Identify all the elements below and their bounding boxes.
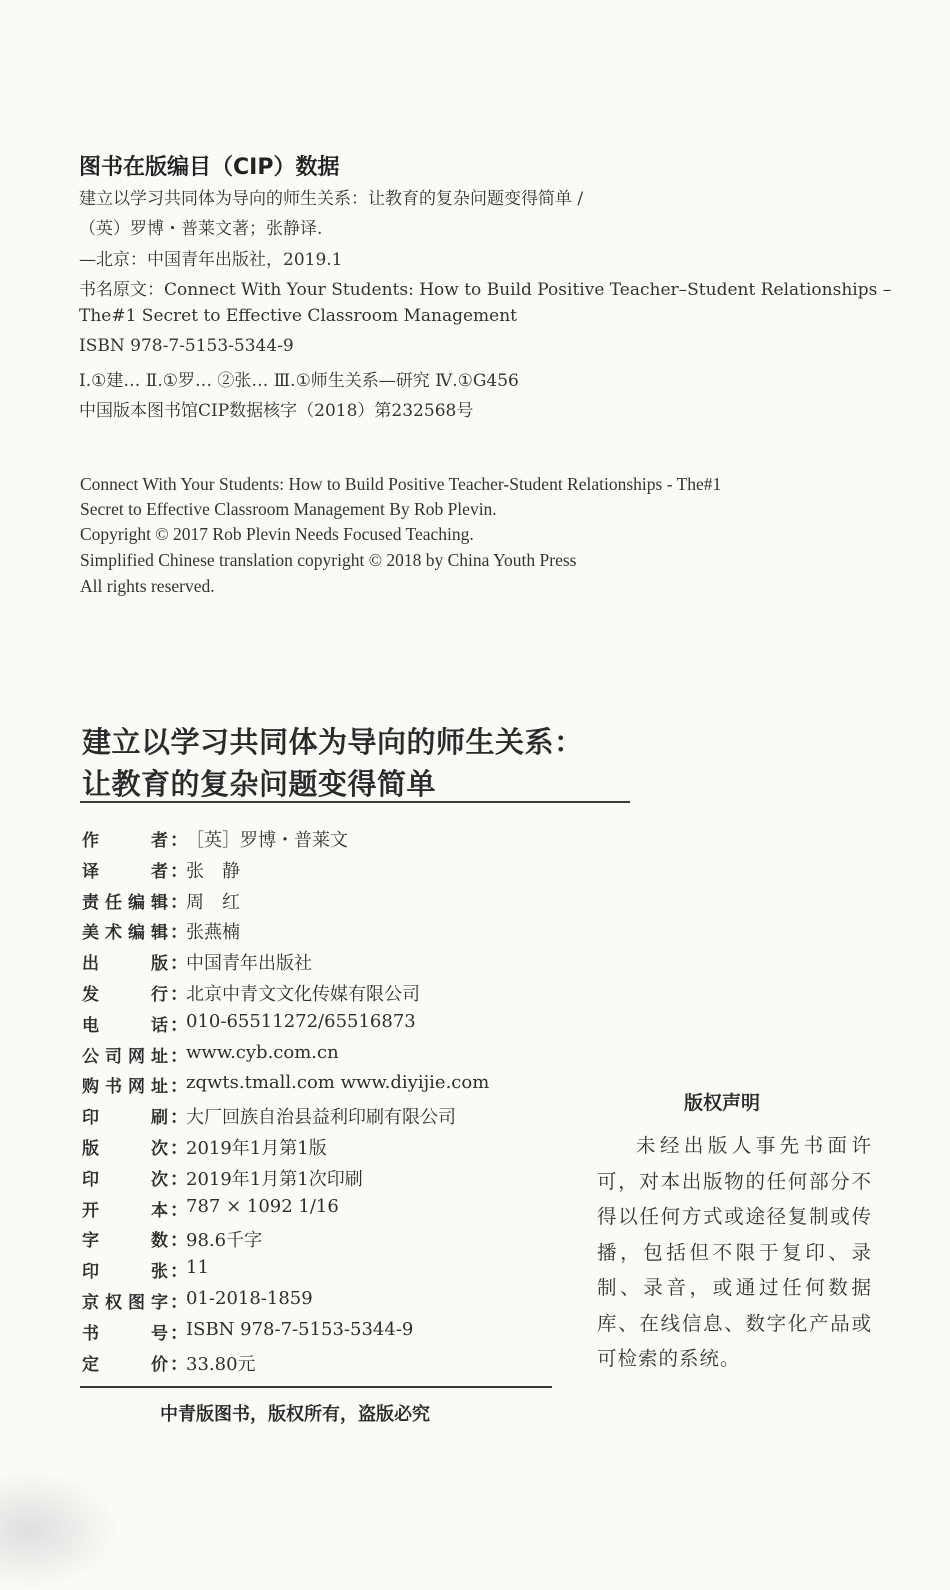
imprint-divider bbox=[80, 1386, 552, 1388]
imprint-label-char: 印 bbox=[82, 1262, 99, 1283]
english-copyright-line: Connect With Your Students: How to Build Positive Teacher-Student Relationships - The#1 bbox=[80, 474, 722, 494]
imprint-row bbox=[82, 1288, 562, 1312]
imprint-colon: ： bbox=[170, 1138, 188, 1159]
imprint-label-char: 印 bbox=[82, 1169, 99, 1190]
copyright-statement-title: 版权声明 bbox=[684, 1092, 761, 1114]
imprint-label-char: 美 bbox=[82, 923, 99, 944]
cip-line: 书名原文：Connect With Your Students: How to Build Positive Teacher–Student Relationships – bbox=[79, 280, 892, 300]
imprint-label-char: 书 bbox=[105, 1077, 122, 1098]
imprint-row bbox=[82, 1319, 562, 1343]
imprint-label-char: 网 bbox=[128, 1077, 145, 1098]
imprint-label bbox=[82, 826, 168, 851]
imprint-label-char: 字 bbox=[82, 1231, 99, 1252]
imprint-label-char: 印 bbox=[82, 1108, 99, 1129]
imprint-value: 98.6千字 bbox=[186, 1230, 263, 1252]
imprint-colon: ： bbox=[170, 891, 188, 913]
imprint-label bbox=[82, 918, 168, 943]
imprint-label-char: 刷 bbox=[151, 1108, 168, 1129]
english-copyright-line: Copyright © 2017 Rob Plevin Needs Focused Teaching. bbox=[80, 524, 474, 544]
imprint-label bbox=[82, 949, 168, 974]
imprint-label-char: 出 bbox=[82, 954, 99, 975]
english-copyright-line: Secret to Effective Classroom Management By Rob Plevin. bbox=[80, 499, 497, 519]
imprint-label bbox=[82, 1257, 168, 1282]
imprint-label-char: 版 bbox=[82, 1139, 99, 1159]
cip-line: （英）罗博・普莱文著；张静译. bbox=[79, 219, 323, 239]
imprint-label bbox=[82, 1103, 168, 1128]
imprint-label bbox=[82, 1072, 168, 1097]
imprint-label bbox=[82, 980, 168, 1005]
imprint-label bbox=[82, 1226, 168, 1251]
imprint-colon: ： bbox=[170, 984, 188, 1005]
imprint-row bbox=[82, 949, 562, 973]
cip-heading: 图书在版编目（CIP）数据 bbox=[79, 155, 340, 180]
imprint-value: 张燕楠 bbox=[186, 922, 240, 944]
cip-line: The#1 Secret to Effective Classroom Management bbox=[79, 306, 518, 326]
imprint-value: 中国青年出版社 bbox=[186, 953, 312, 975]
imprint-label-char: 号 bbox=[151, 1323, 168, 1344]
imprint-label-char: 书 bbox=[82, 1323, 99, 1344]
imprint-label-char: 电 bbox=[82, 1015, 99, 1036]
imprint-label-char: 编 bbox=[128, 892, 145, 913]
imprint-row bbox=[82, 1350, 562, 1374]
imprint-row bbox=[82, 918, 562, 942]
imprint-value: 北京中青文文化传媒有限公司 bbox=[186, 984, 420, 1005]
imprint-value: ISBN 978-7-5153-5344-9 bbox=[186, 1318, 414, 1340]
imprint-label-char: 京 bbox=[82, 1293, 99, 1313]
imprint-label bbox=[82, 1042, 168, 1067]
imprint-value: www.cyb.com.cn bbox=[186, 1041, 339, 1063]
english-copyright-line: Simplified Chinese translation copyright © 2018 by China Youth Press bbox=[80, 550, 577, 570]
title-divider bbox=[80, 801, 630, 803]
imprint-colon: ： bbox=[170, 860, 188, 882]
imprint-label bbox=[82, 1319, 168, 1344]
imprint-label-char: 版 bbox=[151, 954, 168, 975]
imprint-colon: ： bbox=[170, 1322, 188, 1344]
imprint-colon: ： bbox=[170, 1014, 188, 1036]
imprint-row bbox=[82, 1165, 562, 1189]
cip-line: Ⅰ.①建… Ⅱ.①罗… ②张… Ⅲ.①师生关系—研究 Ⅳ.①G456 bbox=[79, 371, 519, 391]
imprint-label bbox=[82, 1165, 168, 1190]
imprint-label-char: 发 bbox=[82, 985, 99, 1005]
imprint-label-char: 任 bbox=[105, 892, 122, 913]
imprint-label-char: 编 bbox=[128, 923, 145, 944]
imprint-label-char: 网 bbox=[128, 1046, 145, 1067]
imprint-label-char: 价 bbox=[151, 1354, 168, 1375]
imprint-row bbox=[82, 1226, 562, 1250]
imprint-colon: ： bbox=[170, 1045, 188, 1067]
imprint-label-char: 张 bbox=[151, 1262, 168, 1283]
imprint-label-char: 作 bbox=[82, 831, 99, 851]
imprint-row bbox=[82, 888, 562, 912]
imprint-row bbox=[82, 857, 562, 881]
imprint-value: zqwts.tmall.com www.diyijie.com bbox=[186, 1072, 490, 1094]
imprint-label-char: 权 bbox=[105, 1293, 122, 1313]
imprint-colon: ： bbox=[170, 1076, 188, 1098]
imprint-row bbox=[82, 1196, 562, 1220]
imprint-label-char: 辑 bbox=[151, 923, 168, 944]
imprint-label-char: 译 bbox=[82, 861, 99, 882]
imprint-row bbox=[82, 1103, 562, 1127]
imprint-label bbox=[82, 1288, 168, 1313]
imprint-colon: ： bbox=[170, 922, 188, 944]
imprint-colon: ： bbox=[170, 953, 188, 975]
imprint-label-char: 址 bbox=[151, 1077, 168, 1098]
imprint-colon: ： bbox=[170, 1107, 188, 1129]
imprint-label bbox=[82, 1134, 168, 1159]
book-title-line-1: 建立以学习共同体为导向的师生关系： bbox=[82, 725, 584, 759]
imprint-value: 787 × 1092 1/16 bbox=[186, 1195, 339, 1217]
imprint-row bbox=[82, 980, 562, 1004]
page-corner-shadow bbox=[0, 1470, 120, 1590]
imprint-label-char: 责 bbox=[82, 892, 99, 913]
english-copyright-line: All rights reserved. bbox=[80, 576, 215, 596]
imprint-label-char: 辑 bbox=[151, 892, 168, 913]
imprint-value: 01-2018-1859 bbox=[186, 1288, 313, 1309]
imprint-value: 大厂回族自治县益利印刷有限公司 bbox=[186, 1107, 456, 1129]
imprint-value: 010-65511272/65516873 bbox=[186, 1010, 416, 1032]
imprint-label bbox=[82, 857, 168, 882]
imprint-label-char: 本 bbox=[151, 1200, 168, 1221]
book-title-line-2: 让教育的复杂问题变得简单 bbox=[82, 767, 437, 801]
cip-line: 中国版本图书馆CIP数据核字（2018）第232568号 bbox=[79, 401, 474, 421]
imprint-colon: ： bbox=[170, 1353, 188, 1375]
cip-line: 建立以学习共同体为导向的师生关系：让教育的复杂问题变得简单 / bbox=[79, 189, 584, 209]
imprint-label-char: 次 bbox=[151, 1169, 168, 1190]
imprint-label-char: 次 bbox=[151, 1139, 168, 1159]
imprint-value: 33.80元 bbox=[186, 1353, 256, 1375]
imprint-row bbox=[82, 826, 562, 850]
imprint-label-char: 公 bbox=[82, 1046, 99, 1067]
copyright-statement-body: 未经出版人事先书面许可，对本出版物的任何部分不得以任何方式或途径复制或传播，包括但不限于复印、录制、录音，或通过任何数据库、在线信息、数字化产品或可检索的系统。 bbox=[597, 1134, 872, 1370]
piracy-notice: 中青版图书，版权所有，盗版必究 bbox=[160, 1404, 430, 1425]
imprint-label-char: 开 bbox=[82, 1200, 99, 1221]
imprint-colon: ： bbox=[170, 1199, 188, 1221]
imprint-label-char: 购 bbox=[82, 1077, 99, 1098]
imprint-row bbox=[82, 1042, 562, 1066]
imprint-colon: ： bbox=[170, 1292, 188, 1313]
imprint-value: 2019年1月第1次印刷 bbox=[186, 1168, 363, 1190]
imprint-row bbox=[82, 1011, 562, 1035]
imprint-row bbox=[82, 1257, 562, 1281]
imprint-label-char: 图 bbox=[128, 1293, 145, 1313]
imprint-value: 张 静 bbox=[186, 860, 240, 882]
imprint-row bbox=[82, 1134, 562, 1158]
imprint-label-char: 行 bbox=[151, 985, 168, 1005]
imprint-label-char: 话 bbox=[151, 1015, 168, 1036]
imprint-label-char: 者 bbox=[151, 831, 168, 851]
imprint-colon: ： bbox=[170, 1168, 188, 1190]
imprint-label bbox=[82, 1196, 168, 1221]
cip-line: ISBN 978-7-5153-5344-9 bbox=[79, 336, 294, 356]
imprint-label-char: 字 bbox=[151, 1293, 168, 1313]
imprint-label-char: 术 bbox=[105, 923, 122, 944]
imprint-colon: ： bbox=[170, 830, 188, 851]
imprint-value: ［英］罗博・普莱文 bbox=[186, 830, 348, 851]
imprint-label-char: 定 bbox=[82, 1354, 99, 1375]
imprint-row bbox=[82, 1072, 562, 1096]
imprint-value: 11 bbox=[186, 1257, 209, 1279]
imprint-label-char: 数 bbox=[151, 1231, 168, 1252]
imprint-value: 2019年1月第1版 bbox=[186, 1138, 327, 1159]
imprint-label bbox=[82, 888, 168, 913]
imprint-label bbox=[82, 1011, 168, 1036]
imprint-colon: ： bbox=[170, 1261, 188, 1283]
imprint-label-char: 址 bbox=[151, 1046, 168, 1067]
imprint-colon: ： bbox=[170, 1230, 188, 1252]
imprint-label-char: 者 bbox=[151, 861, 168, 882]
imprint-label-char: 司 bbox=[105, 1046, 122, 1067]
cip-line: —北京：中国青年出版社，2019.1 bbox=[79, 250, 343, 270]
imprint-label bbox=[82, 1350, 168, 1375]
imprint-value: 周 红 bbox=[186, 891, 240, 913]
